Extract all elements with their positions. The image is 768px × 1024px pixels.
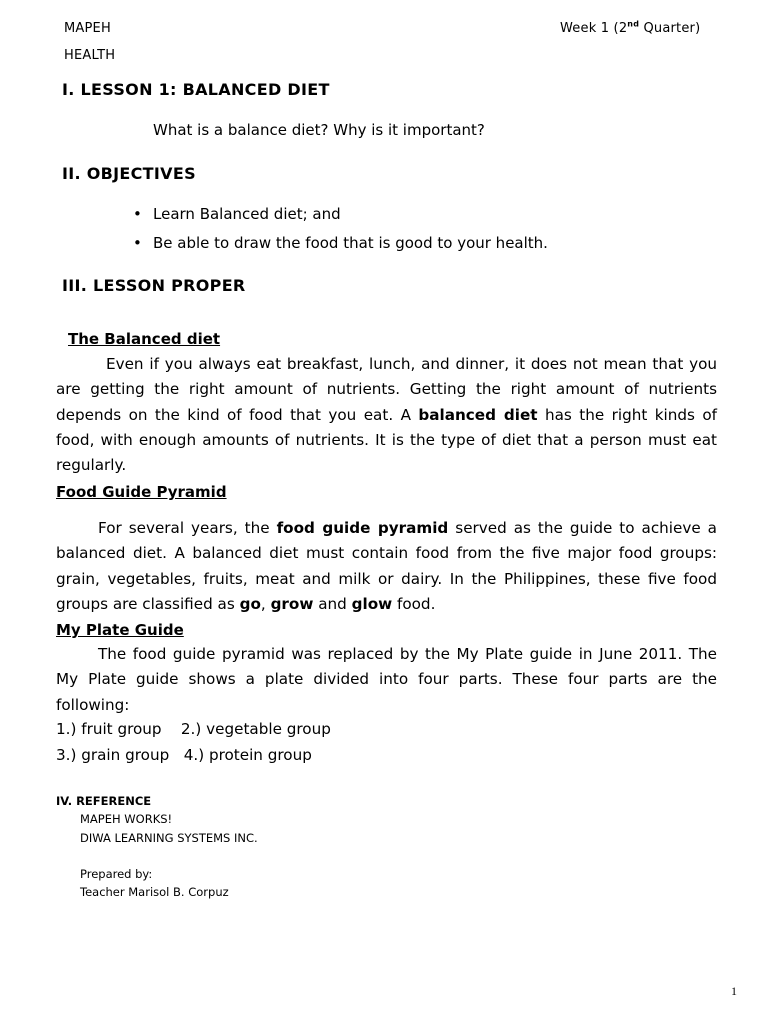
prepared-by-name: Teacher Marisol B. Corpuz	[80, 885, 229, 899]
my-plate-heading: My Plate Guide	[56, 621, 184, 639]
lesson-number: I	[62, 80, 69, 99]
objectives-number: II	[62, 164, 75, 183]
food-guide-heading: Food Guide Pyramid	[56, 483, 227, 501]
prepared-by-label: Prepared by:	[80, 867, 153, 881]
lesson-title: . LESSON 1: BALANCED DIET	[68, 80, 330, 99]
lesson-proper-title: . LESSON PROPER	[80, 276, 246, 295]
lesson-proper-number: III	[62, 276, 81, 295]
subsubject-label: HEALTH	[64, 48, 116, 63]
balanced-diet-heading: The Balanced diet	[68, 330, 221, 348]
my-plate-paragraph: The food guide pyramid was replaced by the My Plate guide in June 2011. The My Plate guide shows a plate divided into four parts. These four parts are the following:	[56, 645, 717, 714]
balanced-diet-paragraph: Even if you always eat breakfast, lunch, and dinner, it does not mean that you are getting the right amount of nutrients. Getting the right amount of nutrients depends on the kind of food that you eat. A balanced diet has the right kinds of food, with enough amounts of nutrients. It is the type of diet that a person must eat regularly.	[56, 355, 717, 475]
page-number: 1	[731, 984, 737, 998]
food-group-row: 1.) fruit group 2.) vegetable group	[56, 720, 331, 738]
week-label: Week 1 (2nd Quarter)	[560, 19, 701, 36]
reference-line: MAPEH WORKS!	[80, 812, 173, 826]
subject-label: MAPEH	[64, 21, 111, 36]
bullet-icon: •	[133, 234, 142, 252]
objectives-heading	[62, 164, 196, 183]
lesson-question: What is a balance diet? Why is it important?	[153, 121, 485, 139]
lesson-proper-heading	[62, 276, 246, 295]
reference-line: DIWA LEARNING SYSTEMS INC.	[80, 831, 258, 845]
objectives-title: . OBJECTIVES	[74, 164, 196, 183]
reference-heading: IV. REFERENCE	[56, 794, 152, 808]
bullet-icon: •	[133, 205, 142, 223]
food-group-row: 3.) grain group 4.) protein group	[56, 746, 312, 764]
lesson-heading	[62, 80, 330, 99]
objective-item: Learn Balanced diet; and	[153, 205, 341, 223]
food-guide-paragraph: For several years, the food guide pyramid served as the guide to achieve a balanced diet. A balanced diet must contain food from the five major food groups: grain, vegetables, fruits, meat and milk or dairy. In the Philippines, these five food groups are classified as go, grow and glow food.	[56, 519, 717, 613]
objective-item: Be able to draw the food that is good to your health.	[153, 234, 548, 252]
